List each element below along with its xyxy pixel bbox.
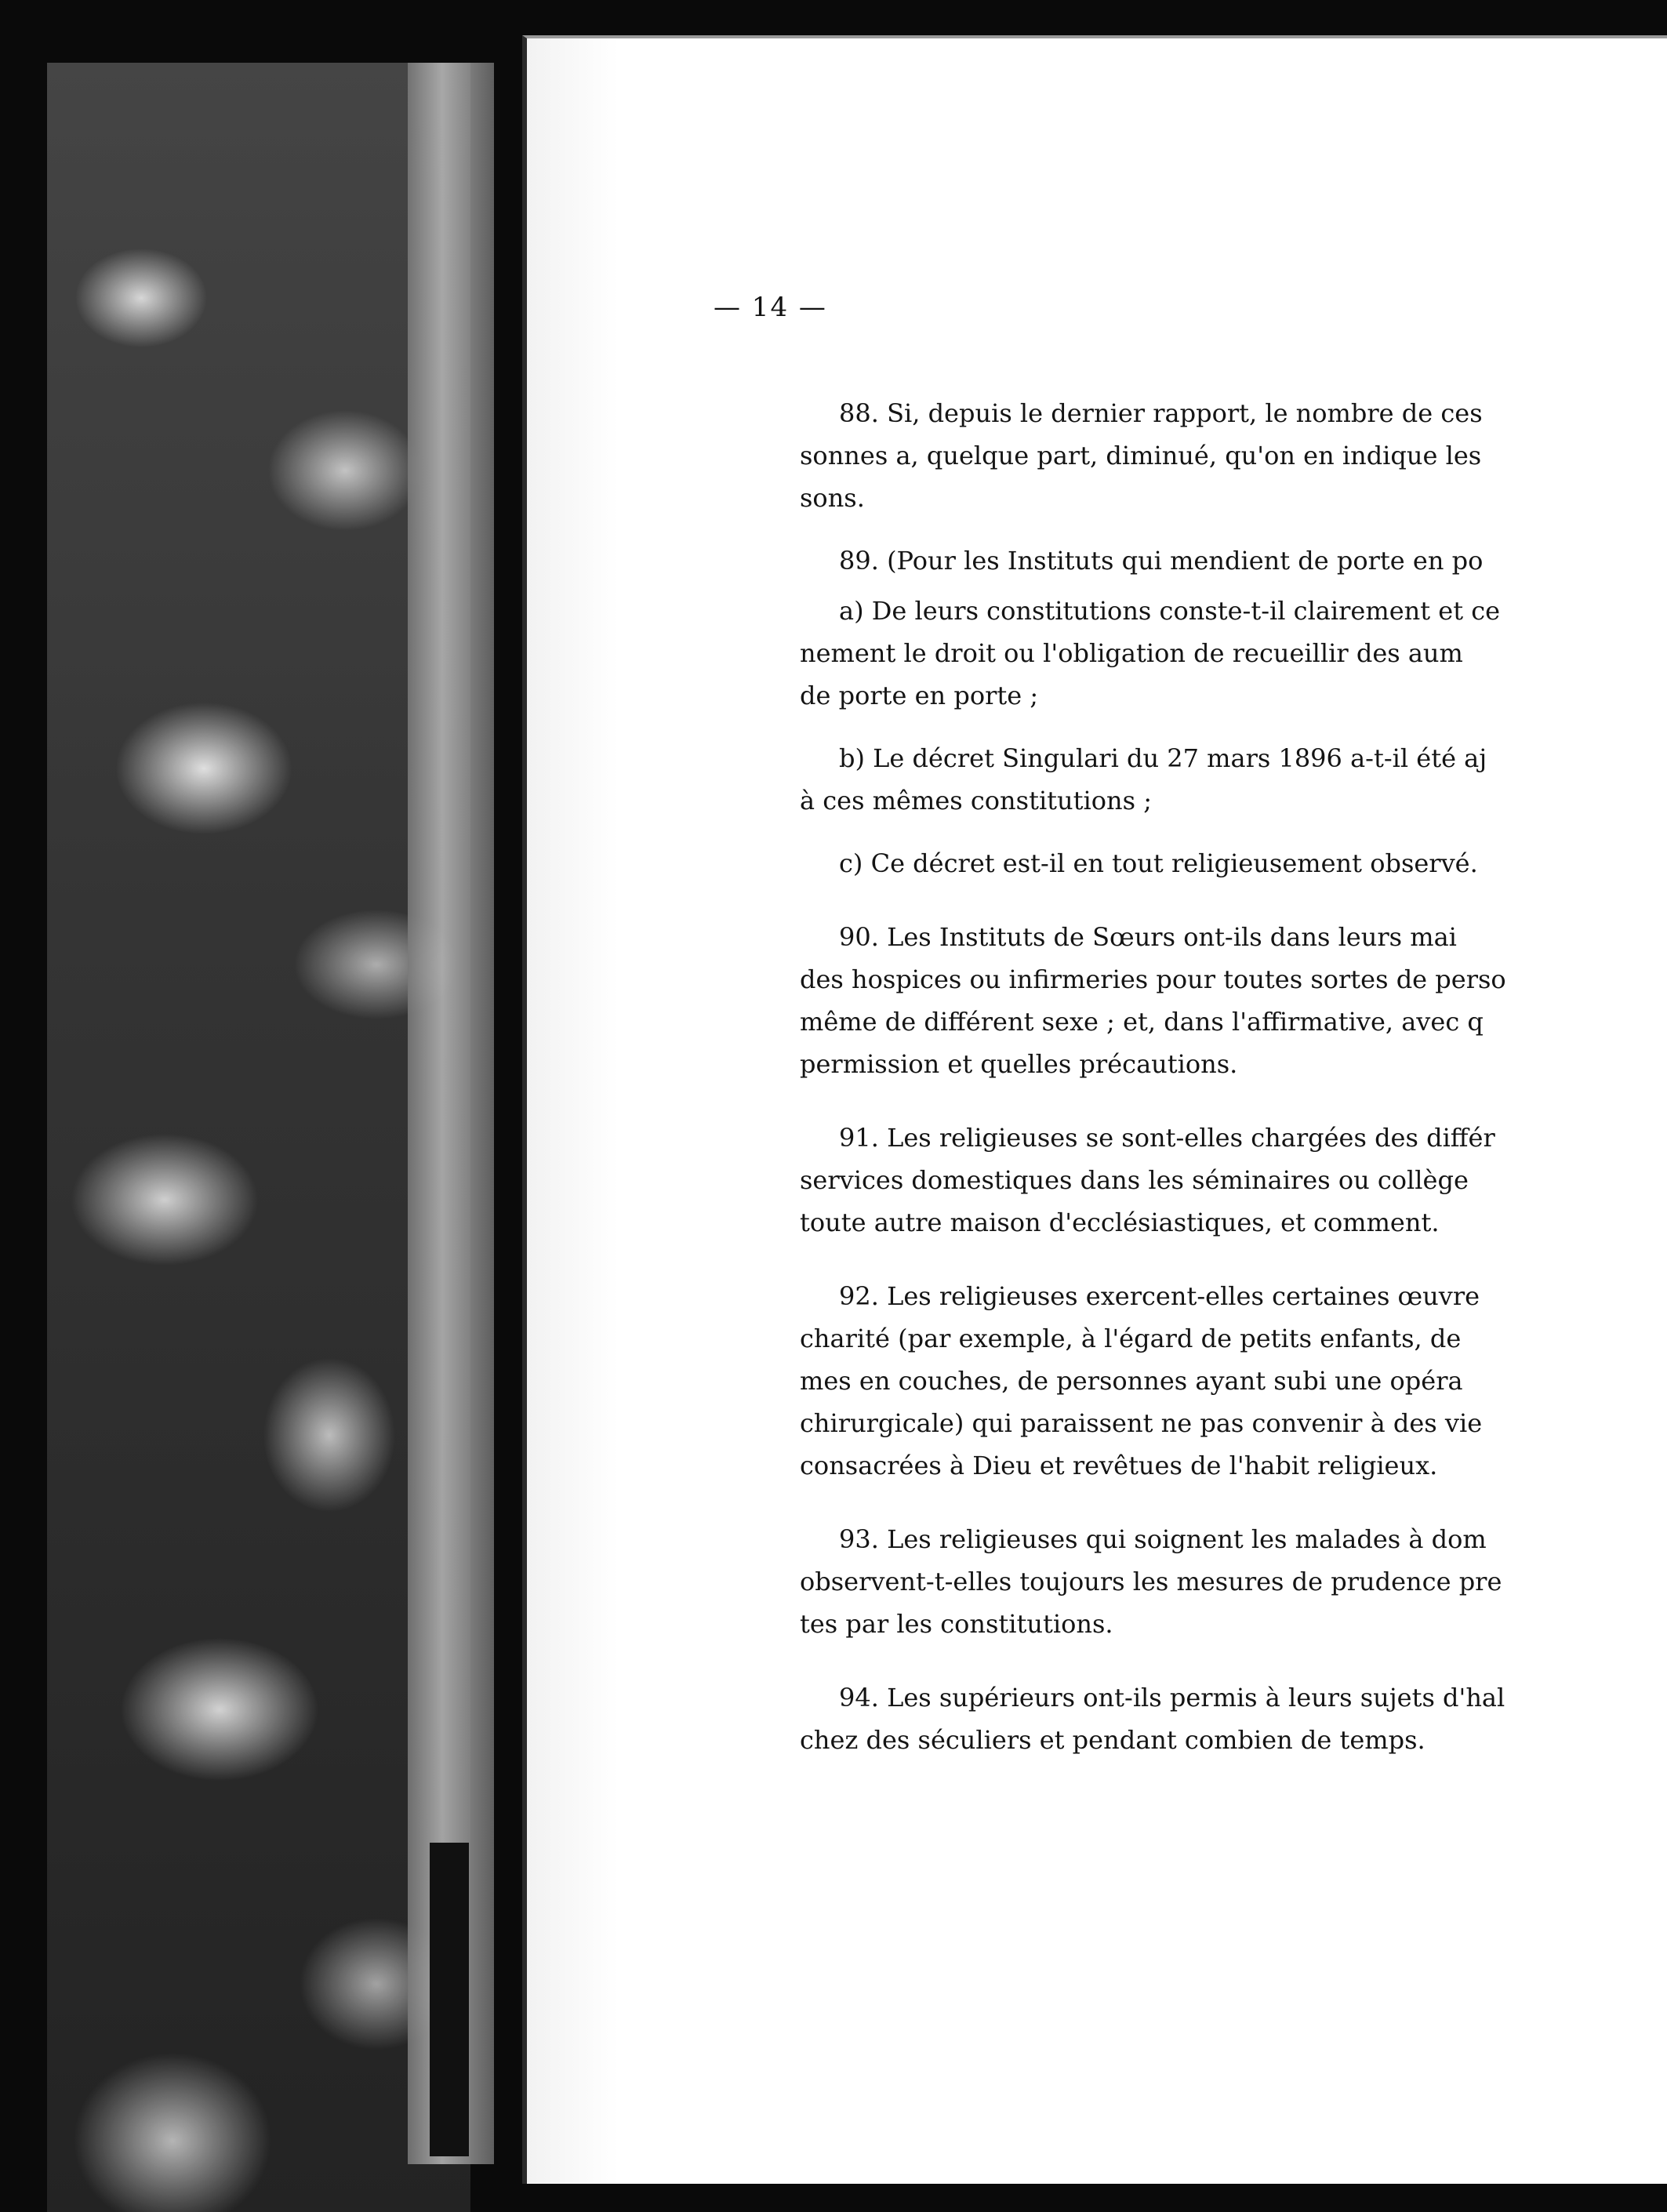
text-line: 92. Les religieuses exercent-elles certaines œuvre xyxy=(839,1281,1480,1311)
paragraph-91 xyxy=(800,1117,1667,1244)
text-line: chirurgicale) qui paraissent ne pas convenir à des vie xyxy=(800,1408,1483,1438)
body-text xyxy=(800,392,1667,2101)
text-line: c) Ce décret est-il en tout religieusement observé. xyxy=(839,848,1478,878)
dark-edge-mark xyxy=(430,1843,469,2156)
text-line: 88. Si, depuis le dernier rapport, le nombre de ces xyxy=(839,398,1483,428)
text-line: charité (par exemple, à l'égard de petits enfants, de xyxy=(800,1324,1462,1353)
paragraph-89 xyxy=(800,539,1667,582)
paragraph-93 xyxy=(800,1518,1667,1645)
text-line: 89. (Pour les Instituts qui mendient de porte en po xyxy=(839,546,1484,576)
text-line: des hospices ou infirmeries pour toutes sortes de perso xyxy=(800,964,1506,994)
text-line: 94. Les supérieurs ont-ils permis à leurs sujets d'hal xyxy=(839,1683,1505,1713)
paragraph-89a xyxy=(800,590,1667,717)
text-line: nement le droit ou l'obligation de recueillir des aum xyxy=(800,638,1463,668)
page-number: — 14 — xyxy=(714,292,827,323)
paragraph-90 xyxy=(800,916,1667,1085)
paragraph-94 xyxy=(800,1676,1667,1761)
text-line: tes par les constitutions. xyxy=(800,1609,1113,1639)
text-line: a) De leurs constitutions conste-t-il clairement et ce xyxy=(839,596,1501,626)
text-line: même de différent sexe ; et, dans l'affirmative, avec q xyxy=(800,1007,1484,1037)
paragraph-88 xyxy=(800,392,1667,519)
text-line: toute autre maison d'ecclésiastiques, et comment. xyxy=(800,1208,1440,1237)
text-line: 91. Les religieuses se sont-elles chargées des différ xyxy=(839,1123,1495,1153)
paragraph-92 xyxy=(800,1275,1667,1487)
text-line: 93. Les religieuses qui soignent les malades à dom xyxy=(839,1524,1487,1554)
text-line: chez des séculiers et pendant combien de temps. xyxy=(800,1725,1425,1755)
text-line: services domestiques dans les séminaires ou collège xyxy=(800,1165,1469,1195)
background-board xyxy=(47,63,470,2212)
text-line: mes en couches, de personnes ayant subi une opéra xyxy=(800,1366,1463,1396)
text-line: permission et quelles précautions. xyxy=(800,1049,1238,1079)
text-line: sons. xyxy=(800,483,865,513)
text-line: 90. Les Instituts de Sœurs ont-ils dans leurs mai xyxy=(839,922,1457,952)
text-line: consacrées à Dieu et revêtues de l'habit religieux. xyxy=(800,1451,1438,1480)
text-line: b) Le décret Singulari du 27 mars 1896 a-t-il été aj xyxy=(839,743,1487,773)
text-line: de porte en porte ; xyxy=(800,681,1039,710)
paragraph-89b xyxy=(800,737,1667,822)
text-line: observent-t-elles toujours les mesures de prudence pre xyxy=(800,1567,1502,1596)
paragraph-89c xyxy=(800,842,1667,884)
text-line: sonnes a, quelque part, diminué, qu'on en indique les xyxy=(800,441,1482,470)
text-line: à ces mêmes constitutions ; xyxy=(800,786,1152,815)
